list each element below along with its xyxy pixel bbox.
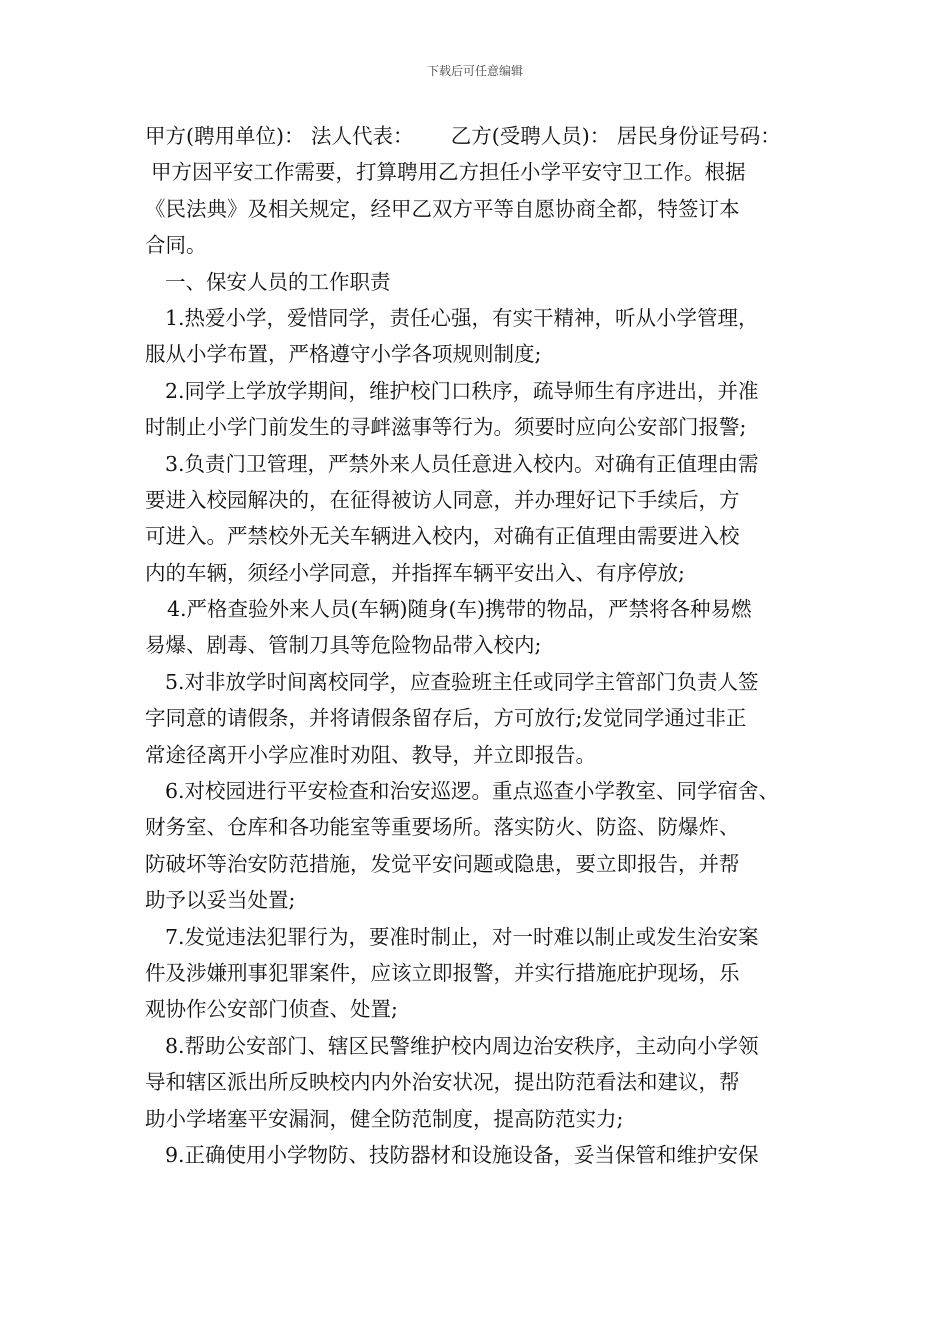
clause-line: 防破坏等治安防范措施，发觉平安问题或隐患，要立即报告，并帮 (145, 851, 740, 876)
preamble-line: 合同。 (145, 233, 207, 258)
clause-line: 字同意的请假条，并将请假条留存后，方可放行;发觉同学通过非正 (145, 706, 747, 731)
clause-line: 8.帮助公安部门、辖区民警维护校内周边治安秩序，主动向小学领 (165, 1033, 759, 1058)
clause-line: 可进入。严禁校外无关车辆进入校内，对确有正值理由需要进入校 (145, 524, 740, 549)
clause-line: 助小学堵塞平安漏洞，健全防范制度，提高防范实力; (145, 1106, 624, 1131)
party-info-line: 甲方(聘用单位)： 法人代表： 乙方(受聘人员)： 居民身份证号码： (145, 124, 781, 148)
clause-line: 要进入校园解决的，在征得被访人同意，并办理好记下手续后，方 (145, 487, 740, 512)
preamble-line: 甲方因平安工作需要，打算聘用乙方担任小学平安守卫工作。根据 (151, 160, 746, 185)
clause-line: 常途径离开小学应准时劝阻、教导，并立即报告。 (145, 742, 596, 767)
clause-line: 7.发觉违法犯罪行为，要准时制止，对一时难以制止或发生治安案 (165, 924, 759, 949)
clause-line: 导和辖区派出所反映校内内外治安状况，提出防范看法和建议，帮 (145, 1070, 740, 1095)
clause-line: 1.热爱小学，爱惜同学，责任心强，有实干精神，听从小学管理， (165, 305, 759, 330)
clause-line: 观协作公安部门侦查、处置; (145, 997, 398, 1022)
clause-line: 易爆、剧毒、管制刀具等危险物品带入校内; (145, 633, 542, 658)
clause-line: 内的车辆，须经小学同意，并指挥车辆平安出入、有序停放; (145, 560, 685, 585)
clause-line: 财务室、仓库和各功能室等重要场所。落实防火、防盗、防爆炸、 (145, 815, 740, 840)
clause-line: 服从小学布置，严格遵守小学各项规则制度; (145, 342, 542, 367)
clause-line: 时制止小学门前发生的寻衅滋事等行为。须要时应向公安部门报警; (145, 415, 747, 440)
document-body (145, 118, 817, 1173)
clause-line: 9.正确使用小学物防、技防器材和设施设备，妥当保管和维护安保 (165, 1142, 759, 1167)
clause-line: 2.同学上学放学期间，维护校门口秩序，疏导师生有序进出，并准 (165, 378, 759, 403)
preamble-line: 《民法典》及相关规定，经甲乙双方平等自愿协商全都，特签订本 (145, 196, 740, 221)
clause-line: 3.负责门卫管理，严禁外来人员任意进入校内。对确有正值理由需 (165, 451, 759, 476)
clause-line: 4.严格查验外来人员(车辆)随身(车)携带的物品，严禁将各种易燃 (167, 597, 752, 622)
section-heading: 一、保安人员的工作职责 (165, 269, 391, 294)
clause-line: 5.对非放学时间离校同学，应查验班主任或同学主管部门负责人签 (165, 669, 759, 694)
clause-line: 件及涉嫌刑事犯罪案件，应该立即报警，并实行措施庇护现场，乐 (145, 960, 740, 985)
clause-line: 6.对校园进行平安检查和治安巡逻。重点巡查小学教室、同学宿舍、 (165, 779, 780, 804)
page-header: 下载后可任意编辑 (426, 64, 523, 78)
clause-line: 助予以妥当处置; (145, 888, 296, 913)
